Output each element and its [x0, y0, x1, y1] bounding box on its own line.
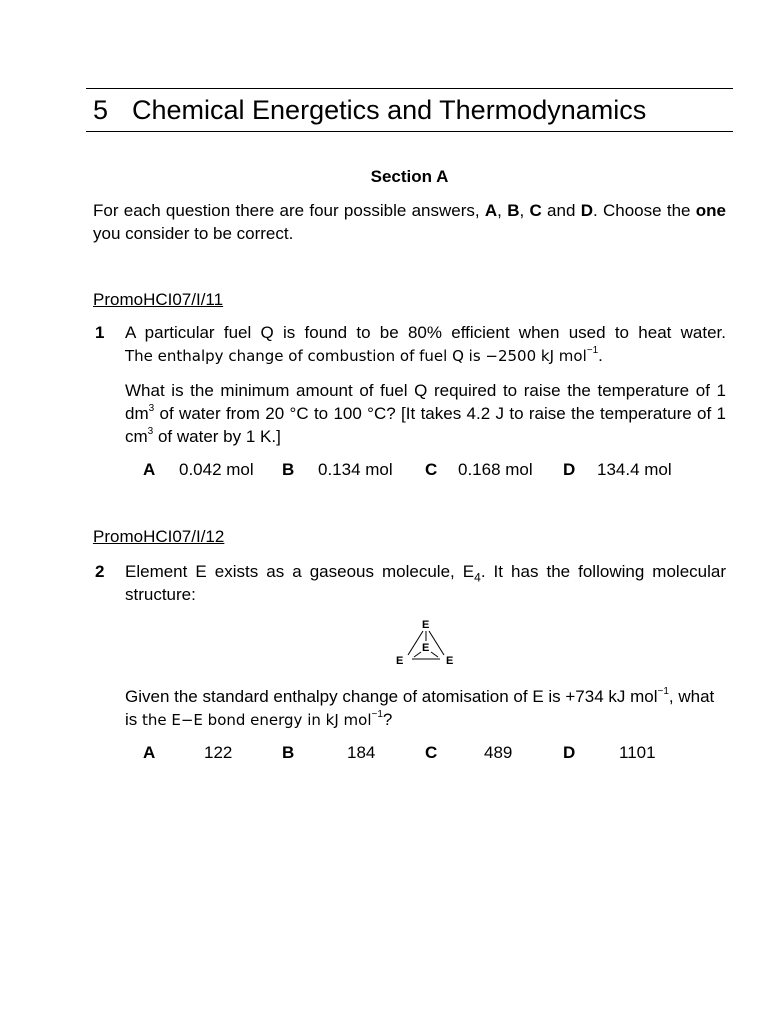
question-1-option-a-letter: A	[143, 460, 156, 479]
question-1-p2-text: of water by 1 K.]	[153, 427, 281, 446]
instructions-text: you consider to be correct.	[93, 224, 294, 243]
superscript: −1	[371, 709, 383, 721]
question-1-line2	[125, 344, 726, 368]
question-2-number: 2	[95, 562, 105, 581]
question-1-line1: A particular fuel Q is found to be 80% efficient when used to heat water.	[125, 323, 726, 342]
atom-label-center: E	[422, 642, 430, 654]
instructions-one: one	[695, 201, 727, 220]
instructions-letter-b: B	[507, 201, 520, 220]
question-1-period: .	[598, 346, 603, 365]
question-1-option-d-value: 134.4 mol	[597, 460, 672, 479]
instructions-letter-c: C	[529, 201, 542, 220]
question-1-option-b-letter: B	[282, 460, 295, 479]
chapter-title-text: Chemical Energetics and Thermodynamics	[132, 95, 647, 125]
question-1-source: PromoHCI07/I/11	[93, 290, 224, 309]
question-1-p2-text: What is the minimum amount of fuel Q required to raise the temperature of 1 dm	[125, 381, 726, 423]
question-2-paragraph-1	[125, 560, 726, 606]
question-2-p1-text: . It has the following molecular structure:	[125, 562, 726, 604]
e4-structure-svg	[393, 617, 463, 669]
question-2-option-a-value: 122	[204, 743, 233, 762]
bond-line	[429, 631, 444, 655]
question-1-p2-text: of water from 20 °C to 100 °C? [It takes 4.2 J to raise the temperature of 1 cm	[125, 404, 726, 446]
question-1-option-c-letter: C	[425, 460, 438, 479]
superscript: −1	[586, 345, 599, 357]
question-2-option-b-letter: B	[282, 743, 295, 762]
bond-line	[408, 631, 423, 655]
question-1-option-a-value: 0.042 mol	[179, 460, 254, 479]
header-rule-top	[86, 88, 733, 89]
question-2-option-a-letter: A	[143, 743, 156, 762]
question-1-option-b-value: 0.134 mol	[318, 460, 393, 479]
question-2-option-c-letter: C	[425, 743, 438, 762]
superscript: 3	[147, 426, 154, 438]
atom-label-right: E	[446, 655, 454, 667]
bond-line	[414, 652, 421, 657]
question-1-option-c-value: 0.168 mol	[458, 460, 533, 479]
instructions-and: and	[541, 201, 581, 220]
question-2-option-d-letter: D	[563, 743, 576, 762]
question-2-option-c-value: 489	[484, 743, 513, 762]
question-2-paragraph-2	[125, 685, 726, 732]
e4-molecule-diagram	[393, 617, 463, 669]
header-rule-bottom	[86, 131, 733, 132]
atom-label-left: E	[396, 655, 404, 667]
subscript: 4	[474, 570, 481, 585]
question-2-p2-text: , what is	[125, 687, 715, 729]
instructions-letter-d: D	[580, 201, 593, 220]
question-2-p1-text: Element E exists as a gaseous molecule, E	[125, 562, 475, 581]
question-2-question-mark: ?	[382, 710, 393, 729]
question-1-enthalpy-text: The enthalpy change of combustion of fuel Q is −2500 kJ mol	[125, 347, 587, 365]
instructions-text: . Choose the	[592, 201, 696, 220]
question-2-bond-energy-text: the E−E bond energy in kJ mol	[142, 711, 372, 729]
section-heading: Section A	[370, 167, 449, 186]
atom-label-top: E	[422, 619, 430, 631]
question-2-source: PromoHCI07/I/12	[93, 527, 225, 546]
bond-line	[431, 652, 438, 657]
instructions-letter-a: A	[484, 201, 498, 220]
question-2-option-d-value: 1101	[619, 743, 656, 762]
question-1-paragraph-2	[125, 379, 726, 448]
question-2-p2-text: Given the standard enthalpy change of atomisation of E is +734 kJ mol	[125, 687, 658, 706]
instructions-text: For each question there are four possible answers,	[93, 201, 485, 220]
chapter-title	[93, 94, 646, 126]
instructions-sep: ,	[519, 201, 530, 220]
superscript: 3	[148, 403, 155, 415]
chapter-number: 5	[93, 95, 109, 125]
instructions	[93, 199, 726, 245]
question-2-option-b-value: 184	[347, 743, 376, 762]
question-1-number: 1	[95, 323, 105, 342]
question-1-option-d-letter: D	[563, 460, 576, 479]
instructions-sep: ,	[497, 201, 508, 220]
superscript: −1	[657, 686, 669, 698]
